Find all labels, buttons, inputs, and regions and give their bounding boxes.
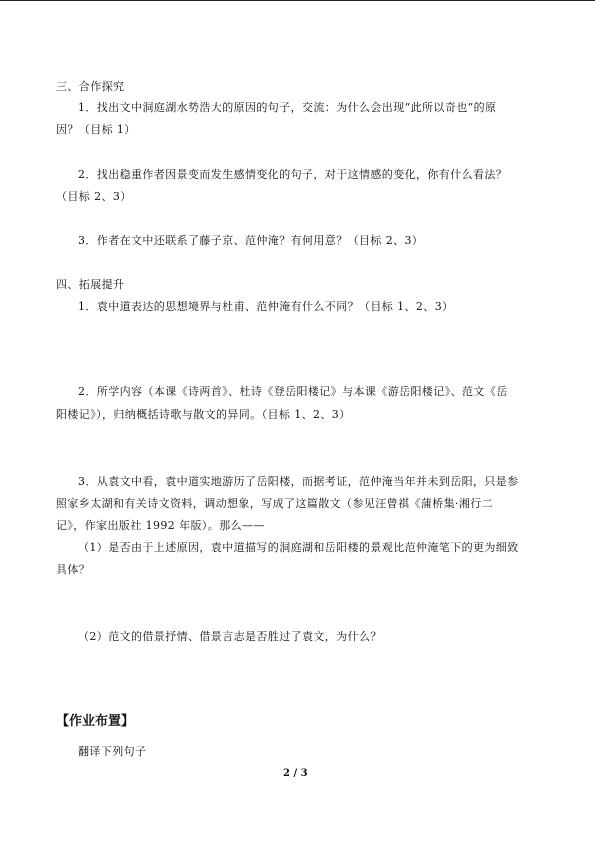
section4-q2-line1: 2．所学内容（本课《诗两首》、杜诗《登岳阳楼记》与本课《游岳阳楼记》、范文《岳	[78, 385, 508, 398]
section4-q3-line2: 照家乡太湖和有关诗文资料，调动想象，写成了这篇散文（参见汪曾祺《蒲桥集·湘行二	[56, 497, 494, 510]
homework-item1: 翻译下列句子	[78, 745, 147, 758]
section4-q2-line2: 阳楼记》），归纳概括诗歌与散文的异同。（目标 1、2、3）	[56, 408, 351, 421]
homework-heading: 【作业布置】	[56, 714, 135, 729]
section4-q3-sub1-line2: 具体？	[56, 563, 91, 576]
section3-heading: 三、合作探究	[56, 80, 125, 93]
section4-q3-sub2-line1: （2）范文的借景抒情、借景言志是否胜过了袁文，为什么？	[78, 630, 382, 643]
header-rule	[0, 0, 595, 1]
section3-q1-line1: 1．找出文中洞庭湖水势浩大的原因的句子，交流：为什么会出现“此所以奇也”的原	[78, 101, 497, 114]
section3-q1-line2: 因？（目标 1）	[56, 123, 136, 136]
section4-q3-sub1-line1: （1）是否由于上述原因，袁中道描写的洞庭湖和岳阳楼的景观比范仲淹笔下的更为细致	[78, 541, 519, 554]
section4-heading: 四、拓展提升	[56, 278, 125, 291]
section3-q2-line2: （目标 2、3）	[56, 190, 132, 203]
section4-q3-line1: 3．从袁文中看，袁中道实地游历了岳阳楼，而据考证，范仲淹当年并未到岳阳，只是参	[78, 475, 519, 488]
page-number: 2 / 3	[283, 768, 308, 779]
section3-q2-line1: 2．找出稳重作者因景变而发生感情变化的句子，对于这情感的变化，你有什么看法？	[78, 168, 508, 181]
section4-q1-line1: 1．袁中道表达的思想境界与杜甫、范仲淹有什么不同？（目标 1、2、3）	[78, 300, 454, 313]
section3-q3-line1: 3．作者在文中还联系了藤子京、范仲淹？有何用意？（目标 2、3）	[78, 234, 424, 247]
section4-q3-line3: 记》，作家出版社 1992 年版）。那么——	[56, 519, 265, 532]
